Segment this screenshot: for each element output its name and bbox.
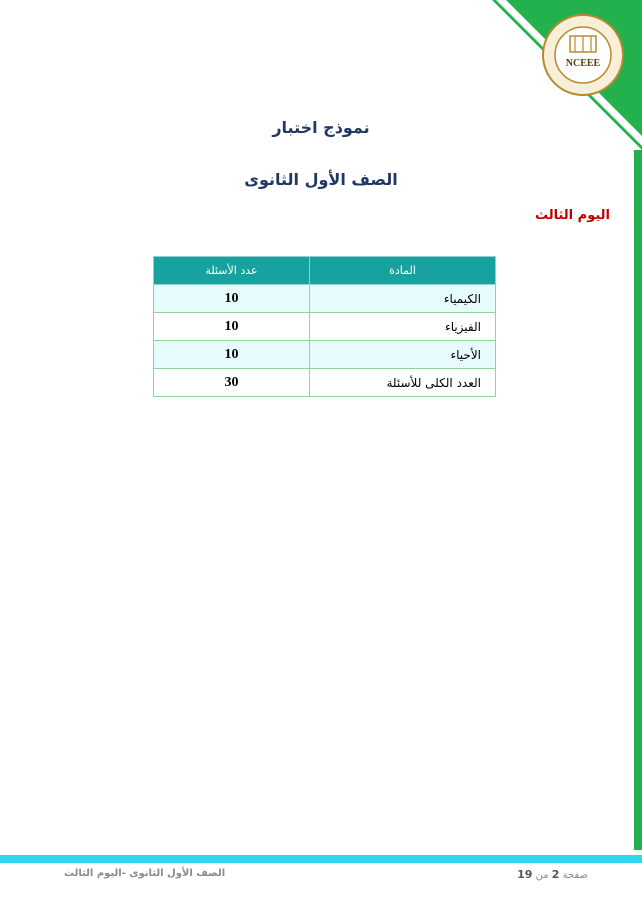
header-count: عدد الأسئلة <box>154 257 310 285</box>
subject-cell: العدد الكلى للأسئلة <box>310 369 496 397</box>
right-accent-bar <box>634 150 642 850</box>
header-subject: المادة <box>310 257 496 285</box>
page-title: نموذج اختبار <box>272 118 370 137</box>
table-header-row <box>154 257 496 285</box>
footer-course: الصف الأول الثانوى -اليوم الثالث <box>64 868 226 879</box>
subject-cell: الأحياء <box>310 341 496 369</box>
table-row <box>154 285 496 313</box>
count-cell: 10 <box>154 341 310 369</box>
subject-cell: الكيمياء <box>310 285 496 313</box>
footer-page-number <box>517 868 588 881</box>
table-row <box>154 341 496 369</box>
day-label: اليوم الثالث <box>534 208 610 223</box>
page-current: 2 <box>551 868 560 881</box>
table-row <box>154 369 496 397</box>
count-cell: 30 <box>154 369 310 397</box>
count-cell: 10 <box>154 313 310 341</box>
page-total: 19 <box>517 868 533 881</box>
subjects-table <box>153 256 496 397</box>
table-row <box>154 313 496 341</box>
logo-text: NCEEE <box>565 58 601 69</box>
page-subtitle: الصف الأول الثانوى <box>244 170 398 189</box>
page-word: صفحة <box>562 870 588 881</box>
nceee-logo <box>542 14 624 96</box>
count-cell: 10 <box>154 285 310 313</box>
footer-line <box>0 855 642 863</box>
subject-cell: الفيزياء <box>310 313 496 341</box>
of-word: من <box>535 870 549 881</box>
